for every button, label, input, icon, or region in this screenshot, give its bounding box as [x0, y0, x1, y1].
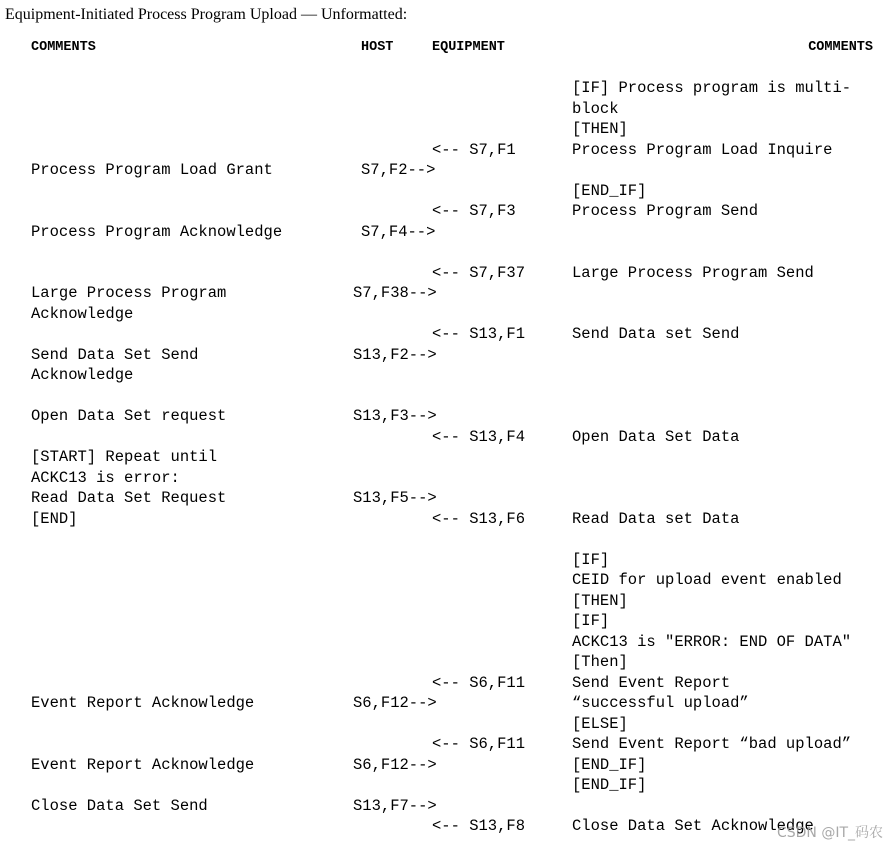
- comment-left: ACKC13 is error:: [31, 468, 180, 487]
- comment-right: Process Program Send: [572, 202, 759, 220]
- comment-left: Open Data Set request: [31, 407, 227, 425]
- comment-right: [IF]: [572, 550, 610, 569]
- comment-right: Large Process Program Send: [572, 263, 814, 282]
- host-message: S6,F12-->: [353, 694, 437, 712]
- comment-left: Large Process Program: [31, 284, 227, 302]
- equip-message: <-- S7,F37: [432, 263, 526, 282]
- comment-left: Process Program Acknowledge: [31, 222, 283, 241]
- equip-message: <-- S13,F4: [432, 427, 526, 446]
- comment-right: block: [572, 99, 619, 118]
- comment-left: [START] Repeat until: [31, 448, 218, 466]
- host-message: S13,F3-->: [353, 407, 437, 425]
- comment-right: Close Data Set Acknowledge: [572, 817, 814, 835]
- comment-right: [END_IF]: [572, 776, 647, 794]
- equip-message: <-- S13,F8: [432, 817, 526, 835]
- host-message: S13,F5-->: [353, 489, 437, 507]
- comment-right: Process Program Load Inquire: [572, 140, 833, 159]
- watermark: CSDN @IT_码农: [776, 825, 883, 841]
- comment-left: Send Data Set Send: [31, 345, 199, 364]
- host-message: S6,F12-->: [353, 755, 437, 774]
- equip-message: <-- S7,F1: [432, 140, 516, 159]
- equip-message: <-- S6,F11: [432, 673, 526, 692]
- comment-right: [Then]: [572, 653, 628, 671]
- page-title: Equipment-Initiated Process Program Upload — Unformatted:: [5, 6, 408, 23]
- comment-right: Open Data Set Data: [572, 427, 740, 446]
- header-equipment: EQUIPMENT: [432, 40, 505, 55]
- comment-right: Send Event Report “bad upload”: [572, 735, 852, 753]
- header-comments-left: COMMENTS: [31, 40, 96, 55]
- comment-left: [END]: [31, 509, 78, 528]
- comment-left: Acknowledge: [31, 366, 134, 384]
- comment-left: Event Report Acknowledge: [31, 755, 255, 774]
- comment-left: Close Data Set Send: [31, 796, 208, 815]
- equip-message: <-- S7,F3: [432, 202, 516, 220]
- comment-right: ACKC13 is "ERROR: END OF DATA": [572, 632, 852, 651]
- comment-right: [IF]: [572, 612, 610, 630]
- equip-message: <-- S13,F6: [432, 509, 526, 528]
- host-message: S13,F7-->: [353, 796, 437, 815]
- comment-right: “successful upload”: [572, 694, 749, 712]
- comment-right: CEID for upload event enabled: [572, 571, 842, 589]
- comment-left: Process Program Load Grant: [31, 161, 273, 179]
- header-comments-right: COMMENTS: [808, 40, 873, 55]
- comment-right: [ELSE]: [572, 714, 628, 733]
- comment-right: [IF] Process program is multi-: [572, 79, 852, 97]
- host-message: S7,F2-->: [361, 161, 436, 179]
- comment-right: Send Event Report: [572, 673, 731, 692]
- comment-left: Read Data Set Request: [31, 489, 227, 507]
- equip-message: <-- S13,F1: [432, 325, 526, 343]
- comment-right: Read Data set Data: [572, 509, 740, 528]
- comment-right: [THEN]: [572, 591, 628, 610]
- comment-left: Acknowledge: [31, 304, 134, 323]
- comment-left: Event Report Acknowledge: [31, 694, 255, 712]
- comment-right: [THEN]: [572, 120, 628, 138]
- comment-right: Send Data set Send: [572, 325, 740, 343]
- host-message: S13,F2-->: [353, 345, 437, 364]
- comment-right: [END_IF]: [572, 181, 647, 200]
- header-host: HOST: [361, 40, 394, 55]
- host-message: S7,F38-->: [353, 284, 437, 302]
- equip-message: <-- S6,F11: [432, 735, 526, 753]
- comment-right: [END_IF]: [572, 755, 647, 774]
- host-message: S7,F4-->: [361, 222, 436, 241]
